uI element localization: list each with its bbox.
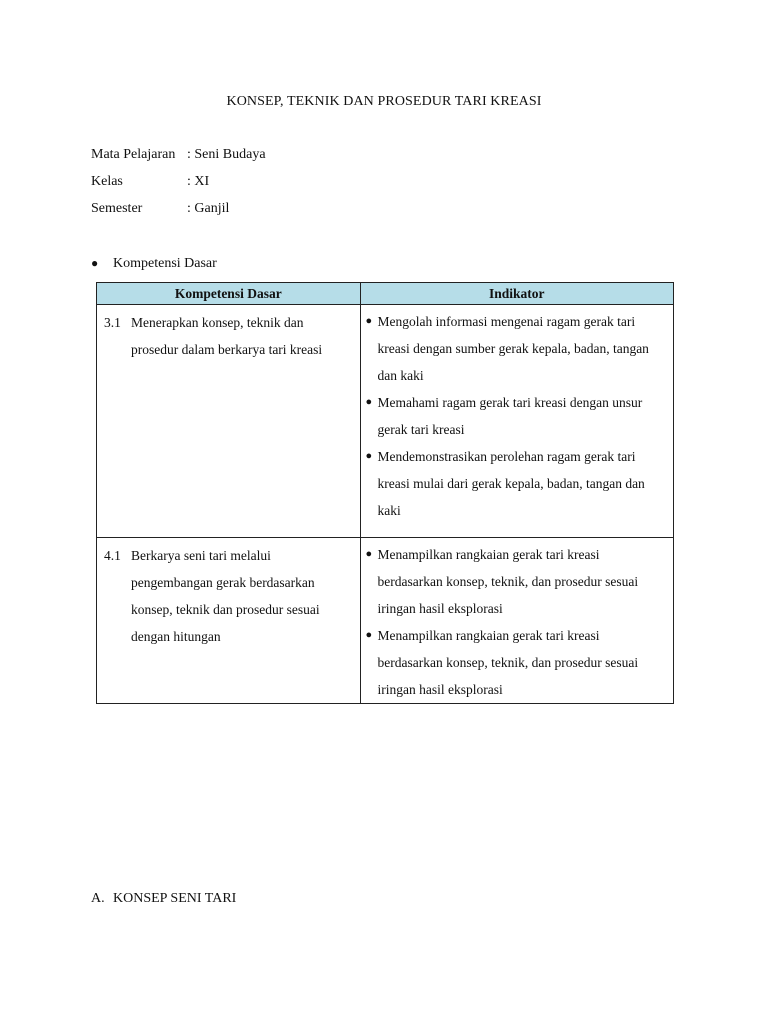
kd-number: 4.1 xyxy=(104,548,121,563)
bullet-heading xyxy=(91,256,217,272)
bullet-icon: ● xyxy=(365,315,373,327)
info-label: Kelas xyxy=(91,174,123,189)
bullet-icon: ● xyxy=(365,629,373,641)
info-row-class xyxy=(91,174,209,190)
table-header-indicator: Indikator xyxy=(360,283,673,305)
info-value: : Seni Budaya xyxy=(187,147,266,162)
competency-table xyxy=(96,282,674,704)
indicator-cell xyxy=(360,305,673,538)
kd-text: Menerapkan konsep, teknik dan prosedur dalam berkarya tari kreasi xyxy=(131,315,323,357)
bullet-heading-text: Kompetensi Dasar xyxy=(113,256,217,271)
info-label: Mata Pelajaran xyxy=(91,147,176,162)
indicator-text: Mendemonstrasikan perolehan ragam gerak tari kreasi mulai dari gerak kepala, badan, tangan dan kaki xyxy=(377,449,645,518)
section-letter: A. xyxy=(91,891,105,906)
indicator-list xyxy=(361,538,673,703)
indicator-cell xyxy=(360,538,673,704)
table-header-row xyxy=(97,283,674,305)
list-item xyxy=(361,443,667,524)
bullet-icon: ● xyxy=(91,256,99,270)
bullet-icon: ● xyxy=(365,548,373,560)
bullet-icon: ● xyxy=(365,396,373,408)
bullet-icon: ● xyxy=(365,450,373,462)
table-row xyxy=(97,538,674,704)
indicator-text: Menampilkan rangkaian gerak tari kreasi berdasarkan konsep, teknik, dan prosedur sesuai iringan hasil eksplorasi xyxy=(377,628,639,697)
list-item xyxy=(361,308,667,389)
page-title: KONSEP, TEKNIK DAN PROSEDUR TARI KREASI xyxy=(226,94,542,109)
kd-item xyxy=(97,538,360,654)
kd-number: 3.1 xyxy=(104,315,121,330)
section-title: KONSEP SENI TARI xyxy=(113,891,237,906)
info-value: : Ganjil xyxy=(187,201,230,216)
section-heading xyxy=(91,891,236,907)
info-row-subject xyxy=(91,147,266,163)
info-label: Semester xyxy=(91,201,143,216)
info-value: : XI xyxy=(187,174,210,189)
list-item xyxy=(361,622,667,703)
indicator-text: Menampilkan rangkaian gerak tari kreasi berdasarkan konsep, teknik, dan prosedur sesuai iringan hasil eksplorasi xyxy=(377,547,639,616)
info-row-semester xyxy=(91,201,229,217)
kd-cell xyxy=(97,305,361,538)
kd-text: Berkarya seni tari melalui pengembangan gerak berdasarkan konsep, teknik dan prosedur sesuai dengan hitungan xyxy=(131,548,320,644)
kd-item xyxy=(97,305,360,367)
table-row xyxy=(97,305,674,538)
indicator-list xyxy=(361,305,673,524)
list-item xyxy=(361,541,667,622)
kd-cell xyxy=(97,538,361,704)
list-item xyxy=(361,389,667,443)
indicator-text: Mengolah informasi mengenai ragam gerak tari kreasi dengan sumber gerak kepala, badan, tangan dan kaki xyxy=(377,314,649,383)
table-header-kd: Kompetensi Dasar xyxy=(97,283,361,305)
indicator-text: Memahami ragam gerak tari kreasi dengan unsur gerak tari kreasi xyxy=(377,395,643,437)
